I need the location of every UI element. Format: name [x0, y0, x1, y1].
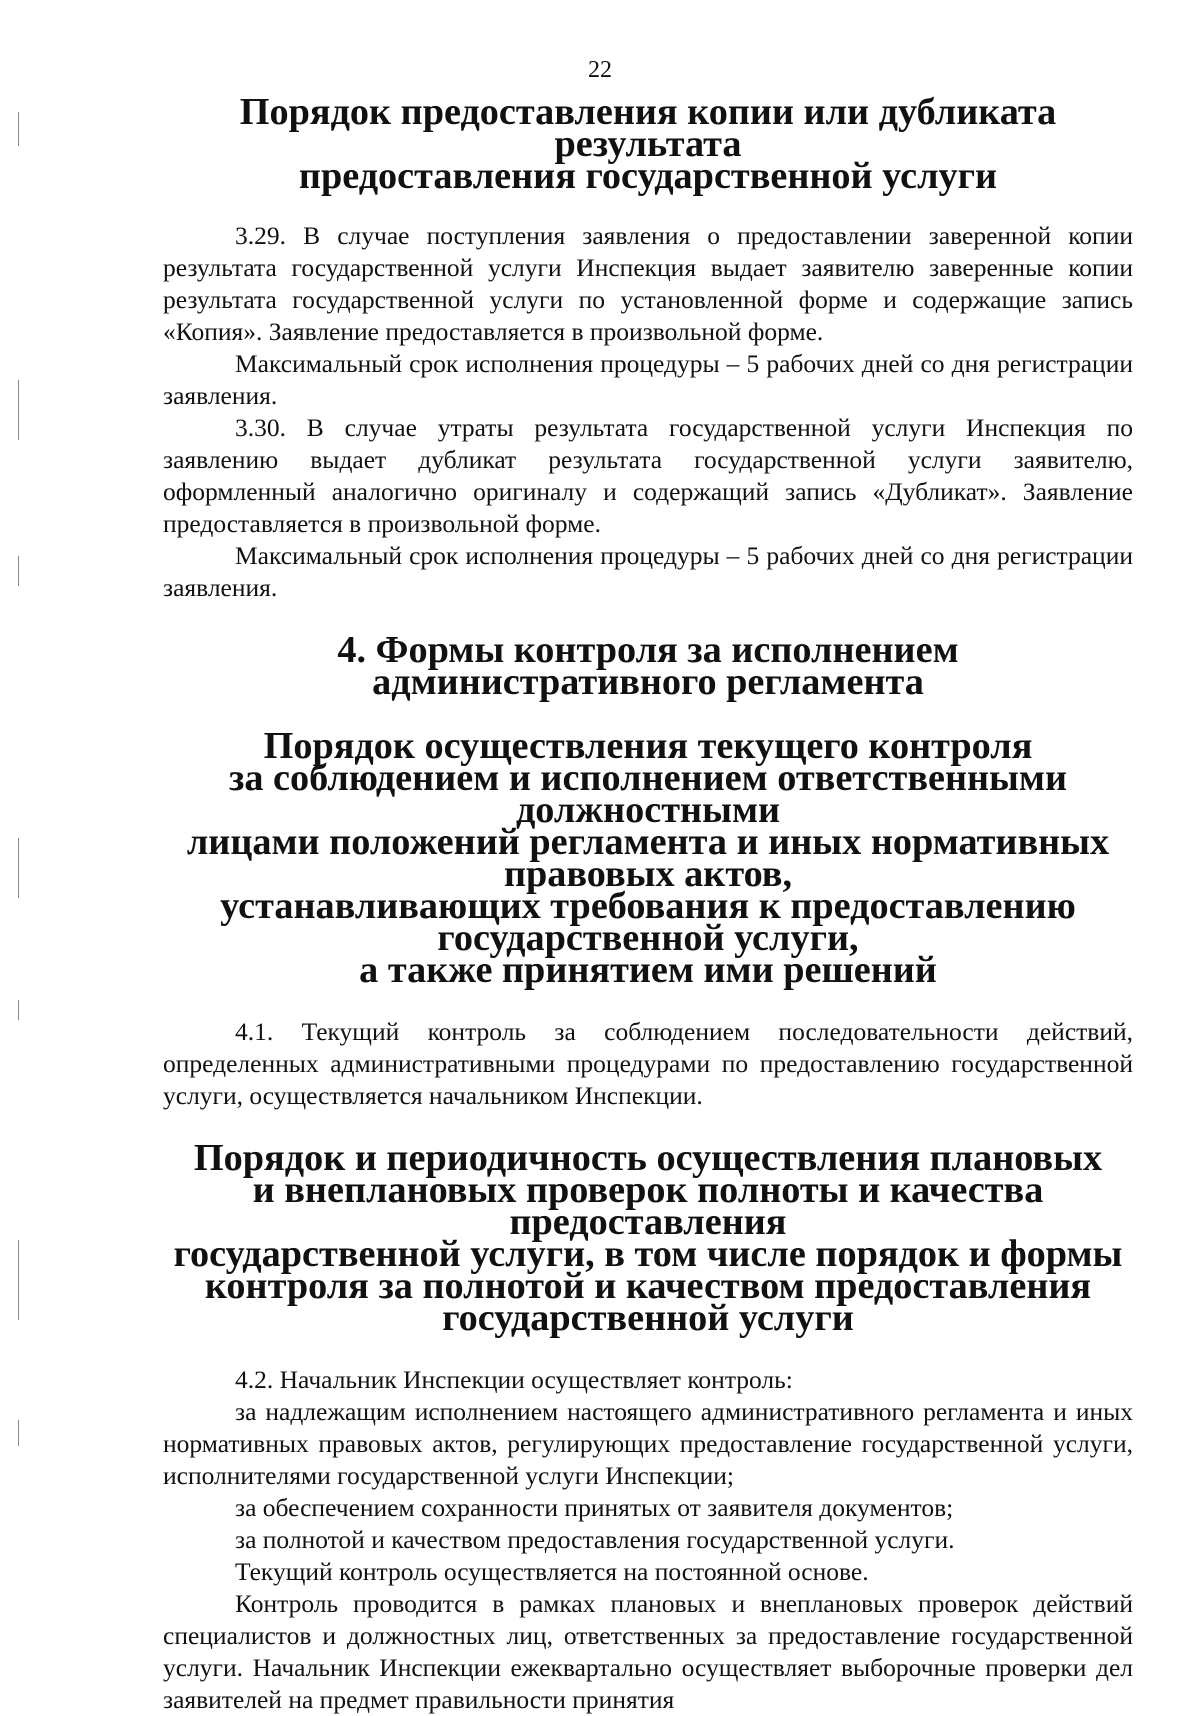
paragraph-4-1: 4.1. Текущий контроль за соблюдением последовательности действий, определенных административными процедурами по предоставлению государственной услуги, осуществляется начальником Инспекции.: [163, 1017, 1133, 1110]
binding-mark: [18, 380, 19, 440]
heading-line: Порядок осуществления текущего контроля: [263, 725, 1033, 767]
document-body: [163, 91, 1133, 1716]
paragraph-3-30: 3.30. В случае утраты результата государственной услуги Инспекция по заявлению выдает дубликат результата государственной услуги заявителю, оформленный аналогично оригиналу и содержащий запись «Дубликат». Заявление предоставляется в произвольной форме.: [163, 413, 1133, 538]
heading-current-control: [163, 725, 1133, 991]
paragraph-control-item: за обеспечением сохранности принятых от заявителя документов;: [235, 1493, 954, 1522]
paragraph-deadline: Максимальный срок исполнения процедуры – 5 рабочих дней со дня регистрации заявления.: [163, 349, 1133, 410]
heading-line: а также принятием ими решений: [359, 949, 937, 991]
paragraph-3-29: 3.29. В случае поступления заявления о предоставлении заверенной копии результата государственной услуги Инспекция выдает заявителю заверенные копии результата государственной услуги по установленной форме и содержащие запись «Копия». Заявление предоставляется в произвольной форме.: [163, 221, 1133, 346]
heading-line: контроля за полнотой и качеством предоставления: [204, 1265, 1092, 1307]
binding-mark: [18, 556, 19, 586]
binding-marks: [14, 0, 26, 1697]
heading-line: государственной услуги, в том числе порядок и формы: [173, 1233, 1123, 1275]
heading-line: и внеплановых проверок полноты и качества предоставления: [252, 1169, 1044, 1243]
binding-mark: [18, 112, 19, 146]
paragraph-inspections-detail: Контроль проводится в рамках плановых и внеплановых проверок действий специалистов и должностных лиц, ответственных за предоставление государственной услуги. Начальник Инспекции ежеквартально осуществляет выборочные проверки дел заявителей на предмет правильности принятия: [163, 1589, 1133, 1714]
paragraph-control-item: за надлежащим исполнением настоящего административного регламента и иных нормативных правовых актов, регулирующих предоставление государственной услуги, исполнителями государственной услуги Инспекции;: [163, 1397, 1133, 1490]
heading-line: устанавливающих требования к предоставлению государственной услуги,: [220, 885, 1076, 959]
binding-mark: [18, 1000, 19, 1020]
heading-line: за соблюдением и исполнением ответственными должностными: [229, 757, 1067, 831]
paragraph-deadline: Максимальный срок исполнения процедуры – 5 рабочих дней со дня регистрации заявления.: [163, 541, 1133, 602]
heading-line: Порядок и периодичность осуществления плановых: [193, 1137, 1103, 1179]
heading-line: лицами положений регламента и иных нормативных правовых актов,: [186, 821, 1110, 895]
section-4-title: 4. Формы контроля за исполнением административного регламента: [337, 629, 959, 703]
binding-mark: [18, 1240, 19, 1320]
heading-inspections: [163, 1137, 1133, 1339]
heading-copy-duplicate: [163, 91, 1133, 197]
paragraph-4-2: 4.2. Начальник Инспекции осуществляет контроль:: [235, 1365, 793, 1394]
paragraph-continuous-control: Текущий контроль осуществляется на постоянной основе.: [235, 1557, 869, 1586]
paragraph-control-item: за полнотой и качеством предоставления государственной услуги.: [235, 1525, 955, 1554]
binding-mark: [18, 1420, 19, 1446]
heading-line: предоставления государственной услуги: [298, 155, 998, 197]
page-number: 22: [588, 57, 612, 83]
binding-mark: [18, 838, 19, 898]
heading-line: государственной услуги: [442, 1297, 854, 1339]
heading-line: Порядок предоставления копии или дубликата результата: [239, 91, 1057, 165]
